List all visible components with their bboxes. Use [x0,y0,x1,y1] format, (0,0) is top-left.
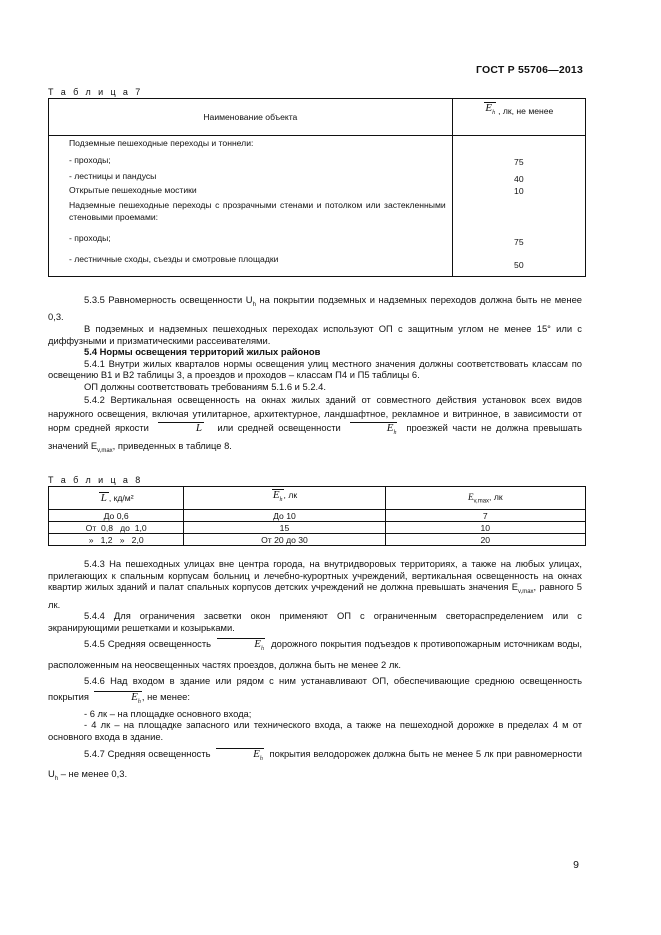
table7-header-row [49,99,586,136]
table7 [48,98,586,277]
paragraph-5-4-4: 5.4.4 Для ограничения засветки окон применяют ОП с ограниченным светораспределением или с экранирующими решетками и козырьками. [48,610,582,633]
paragraph-op-requirements: ОП должны соответствовать требованиям 5.1.6 и 5.2.4. [84,381,326,393]
paragraph-5-4-3: 5.4.3 На пешеходных улицах вне центра города, на внутридворовых территориях, а также на любых улицах, прилегающих к спальным корпусам больниц и лечебно-курортных учреждений, вертикальная освещенность на окнах квартир жилых зданий и палат спальных корпусов детских учреждений не должна превышать значения $E_{v,max}$, равного 5 лк. [48,558,582,610]
standard-number: ГОСТ Р 55706—2013 [475,64,583,76]
paragraph-5-3-5: 5.3.5 Равномерность освещенности $U_h$ на покрытии подземных и надземных переходов должна быть не менее 0,3. [48,294,582,323]
illuminance-symbol: $E_h$ [350,422,398,439]
list-item: - 6 лк – на площадке основного входа; [84,707,252,719]
table-row: От 0,8 до 1,0 15 10 [49,522,586,534]
table7-caption: Т а б л и ц а 7 [48,87,143,97]
table-row: - лестницы и пандусы 40 [49,171,586,185]
paragraph-5-4-2: 5.4.2 Вертикальная освещенность на окнах жилых зданий от совместного действия установок всех видов наружного освещения, включая утилитарное, архитектурное, ландшафтное, рекламное и витринное, в зависимости от норм средней яркости L или средней освещенности $E_h$ проезжей части не должна превышать значений $E_{v,max}$, приведенных в таблице 8. [48,393,582,454]
table7-header-value: $E_h$ , лк, не менее [452,99,585,136]
table-row: До 0,6 До 10 7 [49,510,586,522]
paragraph-5-4-1: 5.4.1 Внутри жилых кварталов нормы освещения улиц местного значения должны соответствовать классам по освещению В1 и В2 таблицы 3, а проездов и проходов – классам П4 и П5 таблицы 6. [48,357,582,381]
table8-header-row [49,487,586,510]
table8-header-luminance: L , кд/м² [49,487,184,510]
illuminance-symbol: $E_h$ [217,638,265,655]
paragraph-5-4-7: 5.4.7 Средняя освещенность $E_h$ покрытия велодорожек должна быть не менее 5 лк при равномерности $U_h$ – не менее 0,3. [48,747,582,782]
paragraph-op-angle: В подземных и надземных пешеходных переходах используют ОП с защитным углом не менее 15° или с диффузными и призматическими рассеивателями. [48,323,582,346]
illuminance-symbol: $E_h$ [216,748,264,765]
illuminance-symbol: $E_h$ [94,691,142,708]
section-5-3-5 [48,294,582,458]
table-row: Надземные пешеходные переходы с прозрачными стенами и потолком или застекленными стеновыми проемами: [49,199,586,233]
table-row: - лестничные сходы, съезды и смотровые площадки 50 [49,254,586,277]
table-row: Открытые пешеходные мостики 10 [49,185,586,199]
page-number: 9 [573,859,579,871]
table-row: Подземные пешеходные переходы и тоннели: [49,136,586,156]
paragraph-5-4-6: 5.4.6 Над входом в здание или рядом с ним устанавливают ОП, обеспечивающие среднюю освещенность покрытия $E_h$, не менее: [48,673,582,708]
table-row: - проходы; 75 [49,233,586,254]
table-row: - проходы; 75 [49,155,586,171]
table7-header-name: Наименование объекта [49,99,453,136]
paragraph-5-4-5: 5.4.5 Средняя освещенность $E_h$ дорожного покрытия подъездов к противопожарным источникам воды, расположенным на неосвещенных частях проездов, должна быть не менее 2 лк. [48,638,582,670]
table-row: » 1,2 » 2,0 От 20 до 30 20 [49,534,586,546]
heading-5-4: 5.4 Нормы освещения территорий жилых районов [84,346,321,358]
table8-header-vertical: $E_{v,max}$, лк [385,487,585,510]
luminance-symbol: L [158,422,204,434]
table8-caption: Т а б л и ц а 8 [48,475,143,485]
section-5-4-3 [48,558,582,788]
table8 [48,486,586,546]
list-item: - 4 лк – на площадке запасного или технического входа, а также на пешеходной дорожке в пределах 4 м от основного входа в здание. [48,719,582,742]
table8-header-illuminance: $E_h$, лк [184,487,385,510]
